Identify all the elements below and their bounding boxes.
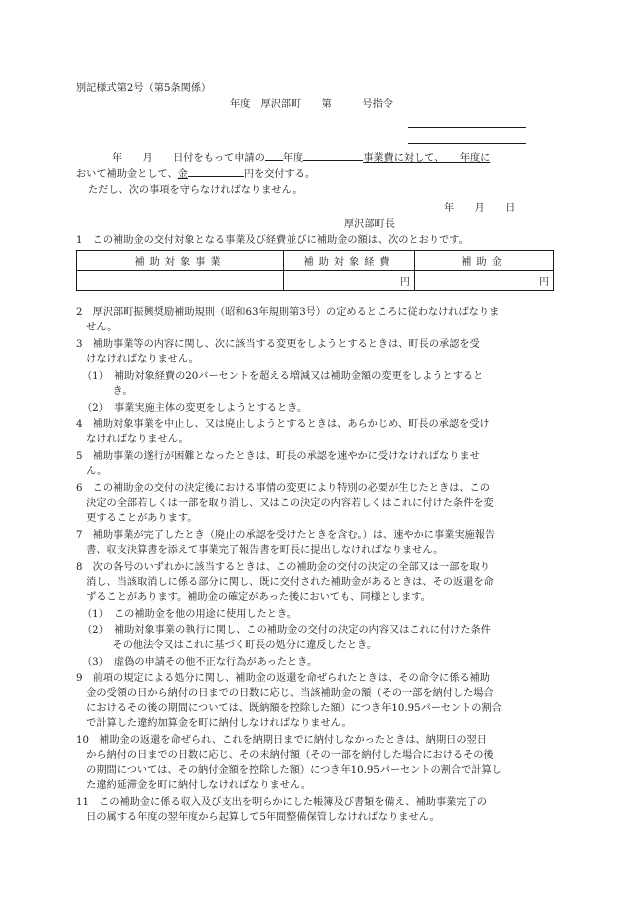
item-line: 5 補助事業の遂行が困難となったときは、町長の承認を速やかに受けなければなりませ [76,451,480,462]
item-line: （2） 補助対象事業の執行に関し、この補助金の交付の決定の内容又はこれに付けた条件 [82,625,491,636]
header-target-cost: 補助対象経費 [284,251,415,271]
item-line: におけるその後の期間については、既納額を控除した額）につき年10.95パーセントの割合 [76,703,502,714]
item-line: 11 この補助金に係る収入及び支出を明らかにした帳簿及び書類を備え、補助事業完了の [76,797,487,808]
amount-unit-text: 円を交付する。 [243,169,316,180]
item-line: き。 [82,386,133,397]
item-line: 8 次の各号のいずれかに該当するときは、この補助金の交付の決定の全部又は一部を取り [76,562,490,573]
item-line: た違約延滞金を町に納付しなければなりません。 [76,780,311,791]
issuer: 厚沢部町長 [344,219,395,230]
item-line: なければなりません。 [76,434,189,445]
item-line: 決定の全部若しくは一部を取り消し、又はこの決定の内容若しくはこれに付けた条件を変 [76,498,494,509]
item-line: （3） 虚偽の申請その他不正な行為があったとき。 [82,657,318,668]
date-line: 年 月 日 [444,203,516,214]
amount-label: 金 [177,169,188,180]
amount-blank [188,176,244,177]
form-id: 別記様式第2号（第5条関係） [76,83,212,94]
item-line: （1） 補助対象経費の20パーセントを超える増減又は補助金額の変更をしようとすると [82,371,484,382]
item-line: 4 補助対象事業を中止し、又は廃止しようとするときは、あらかじめ、町長の承認を受け [76,419,490,430]
address-line-2 [408,143,526,144]
grant-sentence-line-1 [112,151,490,166]
proviso: ただし、次の事項を守らなければなりません。 [88,185,303,196]
grant-date-text: 年 月 日付をもって申請の [112,153,265,164]
fiscal-year-label: 年度 [282,153,304,164]
project-name-blank [303,160,363,161]
item-line: けなければなりません。 [76,354,199,365]
item-line: の期間については、その納付金額を控除した額）につき年10.95パーセントの割合で計算し [76,765,502,776]
item-line: （2） 事業実施主体の変更をしようとするとき。 [82,403,308,414]
cell-target-cost: 円 [284,271,415,291]
item-line: 3 補助事業等の内容に関し、次に該当する変更をしようとするときは、町長の承認を受 [76,339,480,350]
item-line: 9 前項の規定による処分に関し、補助金の返還を命ぜられたときは、その命令に係る補助 [76,673,490,684]
item-line: 日の属する年度の翌年度から起算して5年間整備保管しなければなりません。 [76,812,440,823]
cell-grant-amount: 円 [415,271,554,291]
item-line: 金の受領の日から納付の日までの日数に応じ、当該補助金の額（その一部を納付した場合 [76,688,494,699]
project-cost-text: 事業費に対して、 年度に [363,153,491,164]
item-line: ずることがあります。補助金の確定があった後においても、同様とします。 [76,592,431,603]
item-line: 更することがあります。 [76,513,198,524]
item-line: その他法令又はこれに基づく町長の処分に違反したとき。 [82,640,378,651]
grant-table [76,250,554,291]
grant-sentence-line-2 [76,167,315,182]
item-line: 6 この補助金の交付の決定後における事情の変更により特別の必要が生じたときは、この [76,483,490,494]
item-line: 10 補助金の返還を命ぜられ、これを納期日までに納付しなかったときは、納期日の翌日 [76,735,487,746]
cell-target-project [77,271,284,291]
fiscal-year-blank [265,160,283,161]
item-line: ん。 [76,466,108,477]
intro-item: 1 この補助金の交付対象となる事業及び経費並びに補助金の額は、次のとおりです。 [76,235,469,246]
item-line: （1） この補助金を他の用途に使用したとき。 [82,609,297,620]
grant-table-row [77,271,554,291]
grant-as-text: おいて補助金として、 [76,169,178,180]
header-target-project: 補助対象事業 [77,251,284,271]
grant-table-header-row [77,251,554,271]
item-line: から納付の日までの日数に応じ、その未納付額（その一部を納付した場合におけるその後 [76,750,494,761]
address-line-1 [408,127,526,128]
item-line: で計算した違約加算金を町に納付しなければなりません。 [76,718,352,729]
item-line: 消し、当該取消しに係る部分に関し、既に交付された補助金があるときは、その返還を命 [76,577,494,588]
item-line: 7 補助事業が完了したとき（廃止の承認を受けたときを含む。）は、速やかに事業実施報告 [76,530,496,541]
header-grant-amount: 補助金 [415,251,554,271]
item-line: 2 厚沢部町振興奨励補助規則（昭和63年規則第3号）の定めるところに従わなければなりま [76,307,500,318]
order-number-line: 年度 厚沢部町 第 号指令 [230,99,393,110]
item-line: 書、収支決算書を添えて事業完了報告書を町長に提出しなければなりません。 [76,545,444,556]
item-line: せん。 [76,322,118,333]
